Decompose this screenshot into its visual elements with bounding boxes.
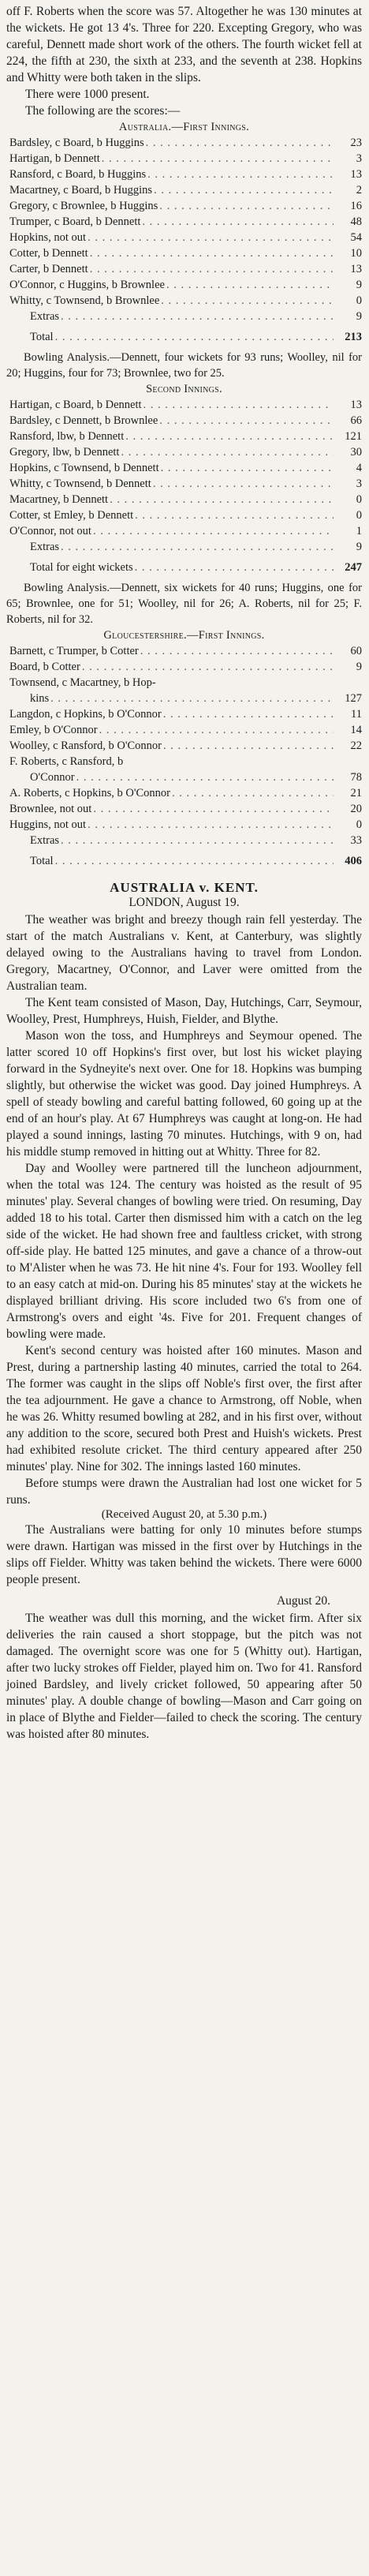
batting-row: Hartigan, c Board, b Dennett . . . 13 bbox=[9, 397, 362, 413]
total-row: Total . . . 213 bbox=[9, 329, 362, 345]
article-paragraph: The weather was dull this morning, and the wicket firm. After six deliveries the rain caused a short stoppage, but the pitch was not damaged. The overnight score was one for 5 (Whitty out). Hartigan, after two lucky strokes off Fielder, played him on. Two for 41. Ransford joined Bardsley, and lively cricket followed, 50 appearing after 50 minutes' play. A double change of bowling—Mason and Carr going on in place of Blythe and Fielder—failed to check the scoring. The century was hoisted after 80 minutes. bbox=[6, 1612, 362, 1741]
batting-row: Board, b Cotter . . . 9 bbox=[9, 659, 362, 675]
batting-row: Gregory, c Brownlee, b Huggins . . . 16 bbox=[9, 198, 362, 214]
batting-row: Carter, b Dennett . . . 13 bbox=[9, 261, 362, 277]
batting-row: Ransford, c Board, b Huggins . . . 13 bbox=[9, 167, 362, 182]
dateline: August 20. bbox=[276, 1594, 330, 1608]
batting-row: Macartney, b Dennett . . . 0 bbox=[9, 492, 362, 507]
batting-row: Whitty, c Townsend, b Dennett . . . 3 bbox=[9, 476, 362, 492]
batting-row: Hopkins, not out . . . 54 bbox=[9, 230, 362, 245]
batting-row: O'Connor, not out . . . 1 bbox=[9, 523, 362, 539]
bowling-analysis: Bowling Analysis.—Dennett, six wickets for 40 runs; Huggins, one for 65; Brownlee, one for 51; Woolley, nil for 26; A. Roberts, nil for 25; F. Roberts, nil for 32. bbox=[6, 582, 362, 626]
batting-row: Cotter, st Emley, b Dennett . . . 0 bbox=[9, 507, 362, 523]
batting-row: Ransford, lbw, b Dennett . . . 121 bbox=[9, 429, 362, 444]
batting-row: Hopkins, c Townsend, b Dennett . . . 4 bbox=[9, 460, 362, 476]
article-paragraph: Mason won the toss, and Humphreys and Seymour opened. The latter scored 10 off Hopkins's first over, but lost his wicket playing forward in the Sydneyite's next over. One for 18. Hopkins was bumping slightly, but otherwise the wicket was good. Day joined Humphreys. A spell of steady bowling and careful batting followed, 60 going up at the end of an hour's play. At 67 Humphreys was caught at long-on. He had played a sound innings, lasting 70 minutes. Hutchings, with 9 on, had his middle stump removed in hitting out at Whitty. Three for 82. bbox=[6, 1029, 362, 1159]
batting-row: Barnett, c Trumper, b Cotter . . . 60 bbox=[9, 643, 362, 659]
batting-row: Whitty, c Townsend, b Brownlee . . . 0 bbox=[9, 293, 362, 309]
batting-row: Macartney, c Board, b Huggins . . . 2 bbox=[9, 182, 362, 198]
bowling-analysis: Bowling Analysis.—Dennett, four wickets for 93 runs; Woolley, nil for 20; Huggins, four for 73; Brownlee, two for 25. bbox=[6, 351, 362, 380]
batting-row: Brownlee, not out . . . 20 bbox=[9, 801, 362, 817]
batting-row: O'Connor, c Huggins, b Brownlee . . . 9 bbox=[9, 277, 362, 293]
article-paragraph: Before stumps were drawn the Australian had lost one wicket for 5 runs. bbox=[6, 1477, 362, 1507]
article-paragraph: Day and Woolley were partnered till the luncheon adjournment, when the total was 124. The century was hoisted as the result of 95 minutes' play. Several changes of bowling were tried. On resuming, Day added 18 to his total. Carter then dismissed him with a catch on the leg side of the wicket. He had shown free and faultless cricket, with strong off-side play. He batted 125 minutes, and gave a chance of a throw-out to M'Alister when he was 73. He hit nine 4's. Four for 193. Woolley fell to an easy catch at mid-on. During his 85 minutes' stay at the wickets he displayed brilliant driving. His score included two 6's from one of Armstrong's overs and eight '4s. Five for 201. Frequent changes of bowling were made. bbox=[6, 1162, 362, 1341]
glos-first-innings-heading: Gloucestershire.—First Innings. bbox=[103, 629, 265, 642]
batting-row: Emley, b O'Connor . . . 14 bbox=[9, 722, 362, 738]
article-paragraph: The Kent team consisted of Mason, Day, Hutchings, Carr, Seymour, Woolley, Prest, Humphreys, Huish, Fielder, and Blythe. bbox=[6, 996, 362, 1026]
batting-row-continued: kins . . . 127 bbox=[9, 691, 362, 706]
extras-row: Extras . . . 33 bbox=[9, 833, 362, 848]
dateline: LONDON, August 19. bbox=[129, 896, 240, 909]
batting-row: Townsend, c Macartney, b Hop- bbox=[9, 676, 156, 689]
kent-match-headline: AUSTRALIA v. KENT. bbox=[110, 880, 259, 895]
batting-row: Bardsley, c Board, b Huggins . . . 23 bbox=[9, 135, 362, 151]
aus-first-innings-heading: Australia.—First Innings. bbox=[118, 121, 250, 133]
intro-paragraph: off F. Roberts when the score was 57. Altogether he was 130 minutes at the wickets. He got 13 4's. Three for 220. Excepting Gregory, who was careful, Dennett made short work of the others. The fourth wicket fell at 224, the fifth at 230, the sixth at 233, and the seventh at 238. Hopkins and Whitty were both taken in the slips. bbox=[6, 5, 362, 84]
attendance-line: There were 1000 present. bbox=[25, 88, 150, 101]
glos-first-innings-card bbox=[6, 643, 362, 869]
batting-row-continued: O'Connor . . . 78 bbox=[9, 769, 362, 785]
batting-row: Huggins, not out . . . 0 bbox=[9, 817, 362, 833]
received-note: (Received August 20, at 5.30 p.m.) bbox=[101, 1508, 267, 1521]
extras-row: Extras . . . 9 bbox=[9, 309, 362, 324]
extras-row: Extras . . . 9 bbox=[9, 539, 362, 555]
article-paragraph: The Australians were batting for only 10 minutes before stumps were drawn. Hartigan was missed in the first over by Hutchings in the slips off Fielder. Whitty was taken behind the wickets. There were 6000 people present. bbox=[6, 1523, 362, 1586]
scores-intro: The following are the scores:— bbox=[25, 104, 181, 118]
batting-row: Trumper, c Board, b Dennett . . . 48 bbox=[9, 214, 362, 230]
batting-row: Hartigan, b Dennett . . . 3 bbox=[9, 151, 362, 167]
batting-row: A. Roberts, c Hopkins, b O'Connor . . . 21 bbox=[9, 785, 362, 801]
article-paragraph: The weather was bright and breezy though rain fell yesterday. The start of the match Australians v. Kent, at Canterbury, was slightly delayed owing to the Australians having to travel from London. Gregory, Macartney, O'Connor, and Laver were omitted from the Australian team. bbox=[6, 913, 362, 993]
batting-row: Langdon, c Hopkins, b O'Connor . . . 11 bbox=[9, 706, 362, 722]
total-row: Total for eight wickets . . . 247 bbox=[9, 560, 362, 575]
aus-second-innings-card bbox=[6, 397, 362, 575]
aus-first-innings-card bbox=[6, 135, 362, 345]
batting-row: Bardsley, c Dennett, b Brownlee . . . 66 bbox=[9, 413, 362, 429]
batting-row: Woolley, c Ransford, b O'Connor . . . 22 bbox=[9, 738, 362, 754]
article-paragraph: Kent's second century was hoisted after 160 minutes. Mason and Prest, during a partnership lasting 40 minutes, carried the total to 264. The former was caught in the slips off Noble's first over, the first after the tea adjournment. He gave a chance to Armstrong, off Noble, when he was 26. Whitty resumed bowling at 282, and in his first over, without any addition to the score, secured both Prest and Huish's wickets. Prest had exhibited resolute cricket. The third century appeared after 250 minutes' play. Nine for 302. The innings lasted 160 minutes. bbox=[6, 1344, 362, 1473]
batting-row: F. Roberts, c Ransford, b bbox=[9, 755, 124, 768]
total-row: Total . . . 406 bbox=[9, 853, 362, 869]
batting-row: Gregory, lbw, b Dennett . . . 30 bbox=[9, 444, 362, 460]
batting-row: Cotter, b Dennett . . . 10 bbox=[9, 245, 362, 261]
aus-second-innings-heading: Second Innings. bbox=[146, 383, 222, 395]
